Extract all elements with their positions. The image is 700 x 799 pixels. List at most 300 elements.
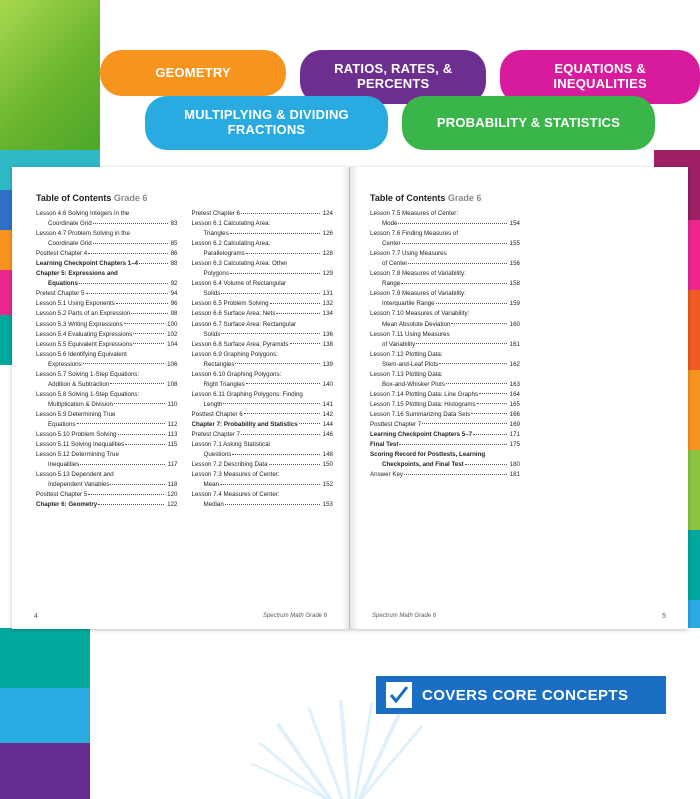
toc-entry-label: Lesson 5.4 Evaluating Expressions xyxy=(36,330,133,338)
toc-entry xyxy=(36,309,178,319)
toc-entry-label: Learning Checkpoint Chapters 1–4 xyxy=(36,260,139,268)
toc-entry-label: Coordinate Grid xyxy=(48,220,92,228)
toc-entry-label: Lesson 7.5 Measures of Center: xyxy=(370,210,459,217)
toc-entry-label: Posttest Chapter 6 xyxy=(191,410,243,418)
toc-entry xyxy=(192,340,334,350)
toc-entry xyxy=(192,440,334,450)
toc-entry-label: Mode xyxy=(382,220,398,228)
toc-entry-label: Inequalities xyxy=(48,461,80,469)
toc-entry-label: Polygons xyxy=(203,270,229,278)
toc-entry-leader xyxy=(125,444,164,445)
toc-column-2 xyxy=(192,209,334,510)
page-number-left: 4 xyxy=(34,613,38,620)
toc-entry-page: 140 xyxy=(322,380,333,388)
toc-entry-leader xyxy=(77,423,165,424)
toc-entry xyxy=(370,299,520,309)
toc-entry-page: 163 xyxy=(509,380,520,388)
toc-entry xyxy=(36,289,178,299)
corner-green-block xyxy=(0,0,100,150)
toc-entry-leader xyxy=(223,403,319,404)
toc-entry-label: Interquartile Range xyxy=(382,300,435,308)
toc-entry-label: Lesson 5.2 Parts of an Expression xyxy=(36,310,131,318)
toc-entry xyxy=(192,279,334,289)
toc-entry-page: 83 xyxy=(170,220,178,228)
toc-entry xyxy=(192,380,334,390)
toc-entry-label: Equations xyxy=(48,280,78,288)
book-gutter-shadow xyxy=(342,167,358,629)
toc-entry-leader xyxy=(110,484,164,485)
toc-entry-leader xyxy=(131,313,167,314)
toc-entry-leader xyxy=(402,243,507,244)
toc-entry-label: Multiplication & Division xyxy=(48,400,113,408)
toc-entry xyxy=(36,350,178,360)
topic-pill-equations-inequalities[interactable]: EQUATIONS & INEQUALITIES xyxy=(500,50,700,104)
page-number-right: 5 xyxy=(662,613,666,620)
toc-entry xyxy=(36,320,178,330)
toc-entry-label: Pretest Chapter 6 xyxy=(191,210,240,217)
toc-entry xyxy=(370,289,520,299)
toc-entry-leader xyxy=(451,323,506,324)
toc-entry xyxy=(36,229,178,239)
toc-entry-leader xyxy=(276,313,319,314)
toc-entry-leader xyxy=(471,413,506,414)
banner-label: COVERS CORE CONCEPTS xyxy=(422,686,629,704)
toc-entry xyxy=(36,430,178,440)
toc-entry xyxy=(192,229,334,239)
toc-entry-label: Lesson 7.8 Measures of Variability: xyxy=(370,270,466,278)
toc-entry-label: Lesson 7.7 Using Measures xyxy=(370,250,447,258)
toc-entry-leader xyxy=(220,484,320,485)
toc-entry-label: Mean Absolute Deviation xyxy=(382,320,451,328)
book-page-right xyxy=(350,167,688,629)
toc-entry xyxy=(370,209,520,219)
page-footer-right xyxy=(350,613,688,620)
checkmark-icon xyxy=(386,682,412,708)
toc-entry-leader xyxy=(230,233,320,234)
toc-entry-page: 144 xyxy=(322,420,333,428)
toc-entry-page: 180 xyxy=(509,461,520,469)
toc-entry xyxy=(370,330,520,340)
toc-entry-leader xyxy=(241,213,320,214)
toc-entry-leader xyxy=(299,423,320,424)
toc-entry xyxy=(192,400,334,410)
toc-entry-label: Scoring Record for Posttests, Learning xyxy=(370,451,486,459)
toc-entry-label: Length xyxy=(203,400,223,408)
toc-entry xyxy=(192,289,334,299)
toc-entry-page: 150 xyxy=(322,461,333,469)
toc-entry-leader xyxy=(439,363,506,364)
toc-entry-label: Stem-and-Leaf Plots xyxy=(382,360,439,368)
toc-entry-leader xyxy=(86,293,168,294)
toc-entry-leader xyxy=(235,363,319,364)
toc-entry-page: 128 xyxy=(322,250,333,258)
footer-text-left: Spectrum Math Grade 6 xyxy=(262,613,327,619)
toc-entry-label: of Center xyxy=(382,260,408,268)
toc-entry-leader xyxy=(221,293,319,294)
toc-entry-page: 146 xyxy=(322,431,333,439)
toc-entry xyxy=(370,410,520,420)
toc-entry-leader xyxy=(80,464,164,465)
toc-entry xyxy=(36,249,178,259)
topic-pill-geometry[interactable]: GEOMETRY xyxy=(100,50,286,96)
toc-entry-label: Lesson 7.10 Measures of Variability: xyxy=(370,310,470,318)
toc-entry-page: 132 xyxy=(322,300,333,308)
toc-entry xyxy=(192,490,334,500)
toc-entry-leader xyxy=(269,464,320,465)
toc-entry-label: Mean xyxy=(203,481,219,489)
toc-entry-page: 100 xyxy=(167,320,178,328)
toc-entry-page: 106 xyxy=(167,360,178,368)
toc-entry xyxy=(192,299,334,309)
toc-entry xyxy=(36,470,178,480)
toc-entry-label: Chapter 7: Probability and Statistics xyxy=(191,420,298,428)
toc-entry-label: Coordinate Grid xyxy=(48,240,92,248)
toc-entry-label: Lesson 5.13 Dependent and xyxy=(36,471,114,479)
footer-text-right: Spectrum Math Grade 6 xyxy=(372,613,437,619)
toc-entry-leader xyxy=(124,323,165,324)
toc-entry-leader xyxy=(98,504,164,505)
toc-entry-leader xyxy=(270,303,320,304)
toc-entry-page: 102 xyxy=(167,330,178,338)
toc-entry-leader xyxy=(477,403,507,404)
toc-entry xyxy=(192,239,334,249)
toc-entry xyxy=(36,259,178,269)
toc-entry-page: 88 xyxy=(170,260,178,268)
toc-entry xyxy=(36,219,178,229)
toc-grade-text: Grade 6 xyxy=(113,193,148,203)
toc-entry xyxy=(370,360,520,370)
toc-entry-page: 142 xyxy=(322,410,333,418)
toc-entry-leader xyxy=(139,263,167,264)
toc-entry-label: Lesson 7.14 Plotting Data: Line Graphs xyxy=(370,390,479,398)
book-spread xyxy=(12,167,688,629)
toc-grade-text: Grade 6 xyxy=(447,193,482,203)
toc-entry xyxy=(370,229,520,239)
toc-entry-label: Lesson 7.13 Plotting Data: xyxy=(370,370,443,378)
toc-entry-page: 122 xyxy=(167,501,178,509)
toc-entry-label: Lesson 7.4 Measures of Center: xyxy=(191,491,280,499)
toc-entry xyxy=(370,470,520,480)
toc-entry-page: 138 xyxy=(322,340,333,348)
toc-entry xyxy=(370,279,520,289)
toc-entry xyxy=(36,440,178,450)
toc-entry-label: Lesson 6.5 Problem Solving xyxy=(191,300,269,308)
toc-entry-page: 120 xyxy=(167,491,178,499)
toc-entry-label: Lesson 6.7 Surface Area: Rectangular xyxy=(191,320,297,328)
toc-entry-label: Lesson 6.2 Calculating Area: xyxy=(191,240,271,248)
toc-entry-leader xyxy=(398,223,506,224)
covers-core-concepts-banner xyxy=(376,676,666,714)
toc-entry-label: Lesson 5.8 Solving 1-Step Equations: xyxy=(36,390,140,398)
toc-entry xyxy=(370,219,520,229)
toc-entry-leader xyxy=(230,273,320,274)
toc-entry-leader xyxy=(244,413,320,414)
toc-entry-page: 117 xyxy=(167,461,178,469)
toc-entry xyxy=(192,360,334,370)
toc-entry-leader xyxy=(446,383,507,384)
toc-entry-page: 85 xyxy=(170,240,178,248)
toc-entry-label: Lesson 4.7 Problem Solving in the xyxy=(36,230,130,238)
toc-entry-leader xyxy=(241,434,320,435)
toc-entry-page: 92 xyxy=(170,280,178,288)
toc-entry-page: 165 xyxy=(509,400,520,408)
toc-entry-label: Lesson 5.7 Solving 1-Step Equations: xyxy=(36,370,140,378)
toc-entry xyxy=(370,340,520,350)
toc-entry xyxy=(36,490,178,500)
toc-entry-leader xyxy=(246,253,320,254)
toc-entry-leader xyxy=(88,494,164,495)
toc-entry xyxy=(370,420,520,430)
toc-entry-label: Lesson 7.15 Plotting Data: Histograms xyxy=(370,400,476,408)
toc-entry-label: Lesson 5.6 Identifying Equivalent xyxy=(36,350,127,358)
toc-entry-label: Posttest Chapter 7 xyxy=(370,420,422,428)
topic-pill-probability-statistics[interactable]: PROBABILITY & STATISTICS xyxy=(402,96,655,150)
toc-entry xyxy=(192,209,334,219)
toc-entry-label: Lesson 5.1 Using Exponents xyxy=(36,300,115,308)
toc-entry xyxy=(370,390,520,400)
toc-entry xyxy=(192,309,334,319)
toc-entry-page: 110 xyxy=(167,400,178,408)
toc-entry-leader xyxy=(225,504,320,505)
toc-entry-page: 104 xyxy=(167,340,178,348)
toc-entry-label: Lesson 6.9 Graphing Polygons: xyxy=(191,350,278,358)
toc-entry-page: 134 xyxy=(322,310,333,318)
toc-entry xyxy=(36,480,178,490)
toc-entry-label: Lesson 7.9 Measures of Variability: xyxy=(370,290,466,298)
toc-entry xyxy=(36,400,178,410)
toc-entry-label: Pretest Chapter 5 xyxy=(36,290,85,298)
toc-entry-label: Lesson 6.3 Calculating Area: Other xyxy=(191,260,288,268)
toc-entry-label: Lesson 7.1 Asking Statistical xyxy=(191,441,270,449)
toc-entry xyxy=(370,370,520,380)
toc-entry-page: 124 xyxy=(322,210,333,217)
toc-entry-label: Chapter 5: Expressions and xyxy=(36,270,118,278)
toc-entry-label: Lesson 7.12 Plotting Data: xyxy=(370,350,443,358)
toc-entry xyxy=(36,500,178,510)
toc-entry-label: Solids xyxy=(203,330,221,338)
toc-entry-page: 86 xyxy=(170,250,178,258)
book-page-left xyxy=(12,167,350,629)
toc-entry xyxy=(192,219,334,229)
toc-entry-label: Posttest Chapter 4 xyxy=(36,250,88,258)
toc-entry-leader xyxy=(114,403,165,404)
toc-entry-page: 113 xyxy=(167,431,178,439)
toc-entry-leader xyxy=(221,333,319,334)
toc-entry-leader xyxy=(404,474,507,475)
toc-entry-page: 148 xyxy=(322,451,333,459)
toc-entry xyxy=(370,460,520,470)
toc-entry-label: Triangles xyxy=(203,230,229,238)
toc-entry-label: Lesson 5.3 Writing Expressions xyxy=(36,320,123,328)
toc-entry-page: 96 xyxy=(170,300,178,308)
toc-entry-leader xyxy=(416,343,506,344)
toc-entry xyxy=(192,320,334,330)
toc-entry-label: Expressions xyxy=(48,360,82,368)
toc-entry-label: Lesson 7.2 Describing Data xyxy=(191,461,268,469)
toc-entry xyxy=(36,370,178,380)
toc-entry-leader xyxy=(399,444,506,445)
toc-entry-label: Lesson 6.4 Volume of Rectangular xyxy=(191,280,287,288)
page-title-right xyxy=(370,193,664,203)
toc-entry xyxy=(192,249,334,259)
toc-entry-label: Answer Key xyxy=(370,471,404,479)
toc-entry-label: Lesson 6.11 Graphing Polygons: Finding xyxy=(191,390,303,398)
toc-entry-label: Box-and-Whisker Plots xyxy=(382,380,445,388)
topic-pill-multiplying-dividing-fractions[interactable]: MULTIPLYING & DIVIDING FRACTIONS xyxy=(145,96,388,150)
toc-entry-page: 162 xyxy=(509,360,520,368)
toc-column-1 xyxy=(370,209,520,480)
toc-entry xyxy=(192,259,334,269)
toc-entry-label: Lesson 6.8 Surface Area: Pyramids xyxy=(191,340,289,348)
toc-entry-label: Independent Variables xyxy=(48,481,110,489)
toc-entry-label: Lesson 7.3 Measures of Center: xyxy=(191,471,280,479)
page-title-left xyxy=(36,193,333,203)
toc-entry xyxy=(36,360,178,370)
toc-entry-label: Chapter 6: Geometry xyxy=(36,501,98,509)
toc-entry-page: 108 xyxy=(167,380,178,388)
toc-entry-leader xyxy=(118,434,165,435)
toc-entry-label: Lesson 5.12 Determining True xyxy=(36,451,119,459)
toc-entry-page: 169 xyxy=(509,420,520,428)
toc-entry-page: 131 xyxy=(322,290,333,298)
toc-entry-leader xyxy=(93,223,168,224)
toc-entry xyxy=(36,209,178,219)
toc-entry-label: Solids xyxy=(203,290,221,298)
toc-entry-leader xyxy=(116,303,168,304)
toc-title-text: Table of Contents xyxy=(370,193,448,203)
toc-entry xyxy=(192,500,334,510)
toc-entry xyxy=(370,269,520,279)
toc-entry-label: Lesson 5.11 Solving Inequalities xyxy=(36,441,125,449)
toc-entry xyxy=(192,480,334,490)
toc-entry-label: Final Test xyxy=(370,441,399,449)
toc-entry-page: 115 xyxy=(167,441,178,449)
toc-entry-label: of Variability xyxy=(382,340,416,348)
toc-entry-page: 166 xyxy=(509,410,520,418)
toc-entry xyxy=(36,269,178,279)
topic-pill-row-2 xyxy=(100,96,700,150)
toc-entry-page: 158 xyxy=(509,280,520,288)
bottom-left-teal xyxy=(0,628,90,688)
toc-entry-label: Pretest Chapter 7 xyxy=(191,431,240,439)
toc-entry-page: 154 xyxy=(509,220,520,228)
toc-entry xyxy=(370,320,520,330)
bottom-left-blue xyxy=(0,688,90,743)
page-footer-left xyxy=(12,613,349,620)
toc-entry-label: Lesson 7.11 Using Measures xyxy=(370,330,450,338)
toc-entry-leader xyxy=(93,243,168,244)
toc-entry-page: 155 xyxy=(509,240,520,248)
toc-entry-leader xyxy=(290,343,320,344)
toc-entry-page: 164 xyxy=(509,390,520,398)
topic-pill-ratios-rates-percents[interactable]: RATIOS, RATES, & PERCENTS xyxy=(300,50,486,104)
toc-entry-page: 153 xyxy=(322,501,333,509)
toc-entry xyxy=(36,239,178,249)
toc-entry xyxy=(370,430,520,440)
toc-entry-label: Lesson 7.16 Summarizing Data Sets xyxy=(370,410,471,418)
toc-entry-leader xyxy=(133,333,164,334)
toc-entry xyxy=(370,380,520,390)
toc-entry-leader xyxy=(88,253,167,254)
toc-entry xyxy=(192,350,334,360)
toc-entry-leader xyxy=(110,383,164,384)
toc-entry-page: 141 xyxy=(322,400,333,408)
toc-entry-label: Right Triangles xyxy=(203,380,245,388)
toc-entry-label: Lesson 5.10 Problem Solving xyxy=(36,431,117,439)
toc-entry xyxy=(370,239,520,249)
toc-entry xyxy=(370,259,520,269)
toc-entry-label: Lesson 5.5 Equivalent Expressions xyxy=(36,340,133,348)
toc-entry-leader xyxy=(422,423,506,424)
toc-columns-right xyxy=(370,209,664,480)
toc-entry xyxy=(36,450,178,460)
toc-entry-page: 118 xyxy=(167,481,178,489)
toc-entry xyxy=(192,330,334,340)
toc-entry-leader xyxy=(465,464,507,465)
toc-entry xyxy=(192,410,334,420)
toc-entry xyxy=(192,450,334,460)
toc-entry-label: Median xyxy=(203,501,224,509)
toc-entry xyxy=(370,440,520,450)
toc-entry-label: Learning Checkpoint Chapters 5–7 xyxy=(370,431,473,439)
toc-entry-leader xyxy=(232,454,319,455)
toc-entry-leader xyxy=(408,263,506,264)
toc-entry xyxy=(370,450,520,460)
toc-entry-label: Posttest Chapter 5 xyxy=(36,491,88,499)
toc-entry-label: Parallelograms xyxy=(203,250,245,258)
toc-entry-page: 181 xyxy=(509,471,520,479)
toc-entry-leader xyxy=(473,434,507,435)
toc-entry-page: 126 xyxy=(322,230,333,238)
toc-entry-page: 156 xyxy=(509,260,520,268)
toc-entry-leader xyxy=(133,343,164,344)
toc-entry-page: 161 xyxy=(509,340,520,348)
toc-entry-page: 159 xyxy=(509,300,520,308)
toc-entry xyxy=(370,249,520,259)
toc-entry xyxy=(192,460,334,470)
toc-entry-leader xyxy=(79,283,168,284)
toc-entry-label: Checkpoints, and Final Test xyxy=(382,461,464,469)
toc-entry xyxy=(36,390,178,400)
toc-entry xyxy=(36,410,178,420)
toc-entry-page: 139 xyxy=(322,360,333,368)
toc-entry xyxy=(36,460,178,470)
toc-entry-label: Rectangles xyxy=(203,360,235,368)
toc-entry-leader xyxy=(436,303,507,304)
toc-column-1 xyxy=(36,209,178,510)
toc-entry xyxy=(192,370,334,380)
toc-entry-label: Lesson 5.9 Determining True xyxy=(36,410,116,418)
toc-entry-page: 94 xyxy=(170,290,178,298)
toc-entry-leader xyxy=(479,393,507,394)
toc-entry-label: Lesson 6.6 Surface Area: Nets xyxy=(191,310,276,318)
toc-entry xyxy=(192,430,334,440)
toc-entry-page: 160 xyxy=(509,320,520,328)
toc-entry-leader xyxy=(246,383,320,384)
toc-entry xyxy=(192,470,334,480)
bottom-left-purple xyxy=(0,743,90,799)
toc-entry-page: 136 xyxy=(322,330,333,338)
toc-entry-page: 175 xyxy=(509,441,520,449)
toc-entry-page: 152 xyxy=(322,481,333,489)
toc-entry xyxy=(36,340,178,350)
toc-entry xyxy=(370,309,520,319)
toc-entry xyxy=(36,279,178,289)
toc-entry-label: Lesson 4.6 Solving Integers in the xyxy=(36,210,130,217)
toc-entry-label: Center xyxy=(382,240,401,248)
toc-entry xyxy=(370,350,520,360)
toc-entry xyxy=(36,330,178,340)
